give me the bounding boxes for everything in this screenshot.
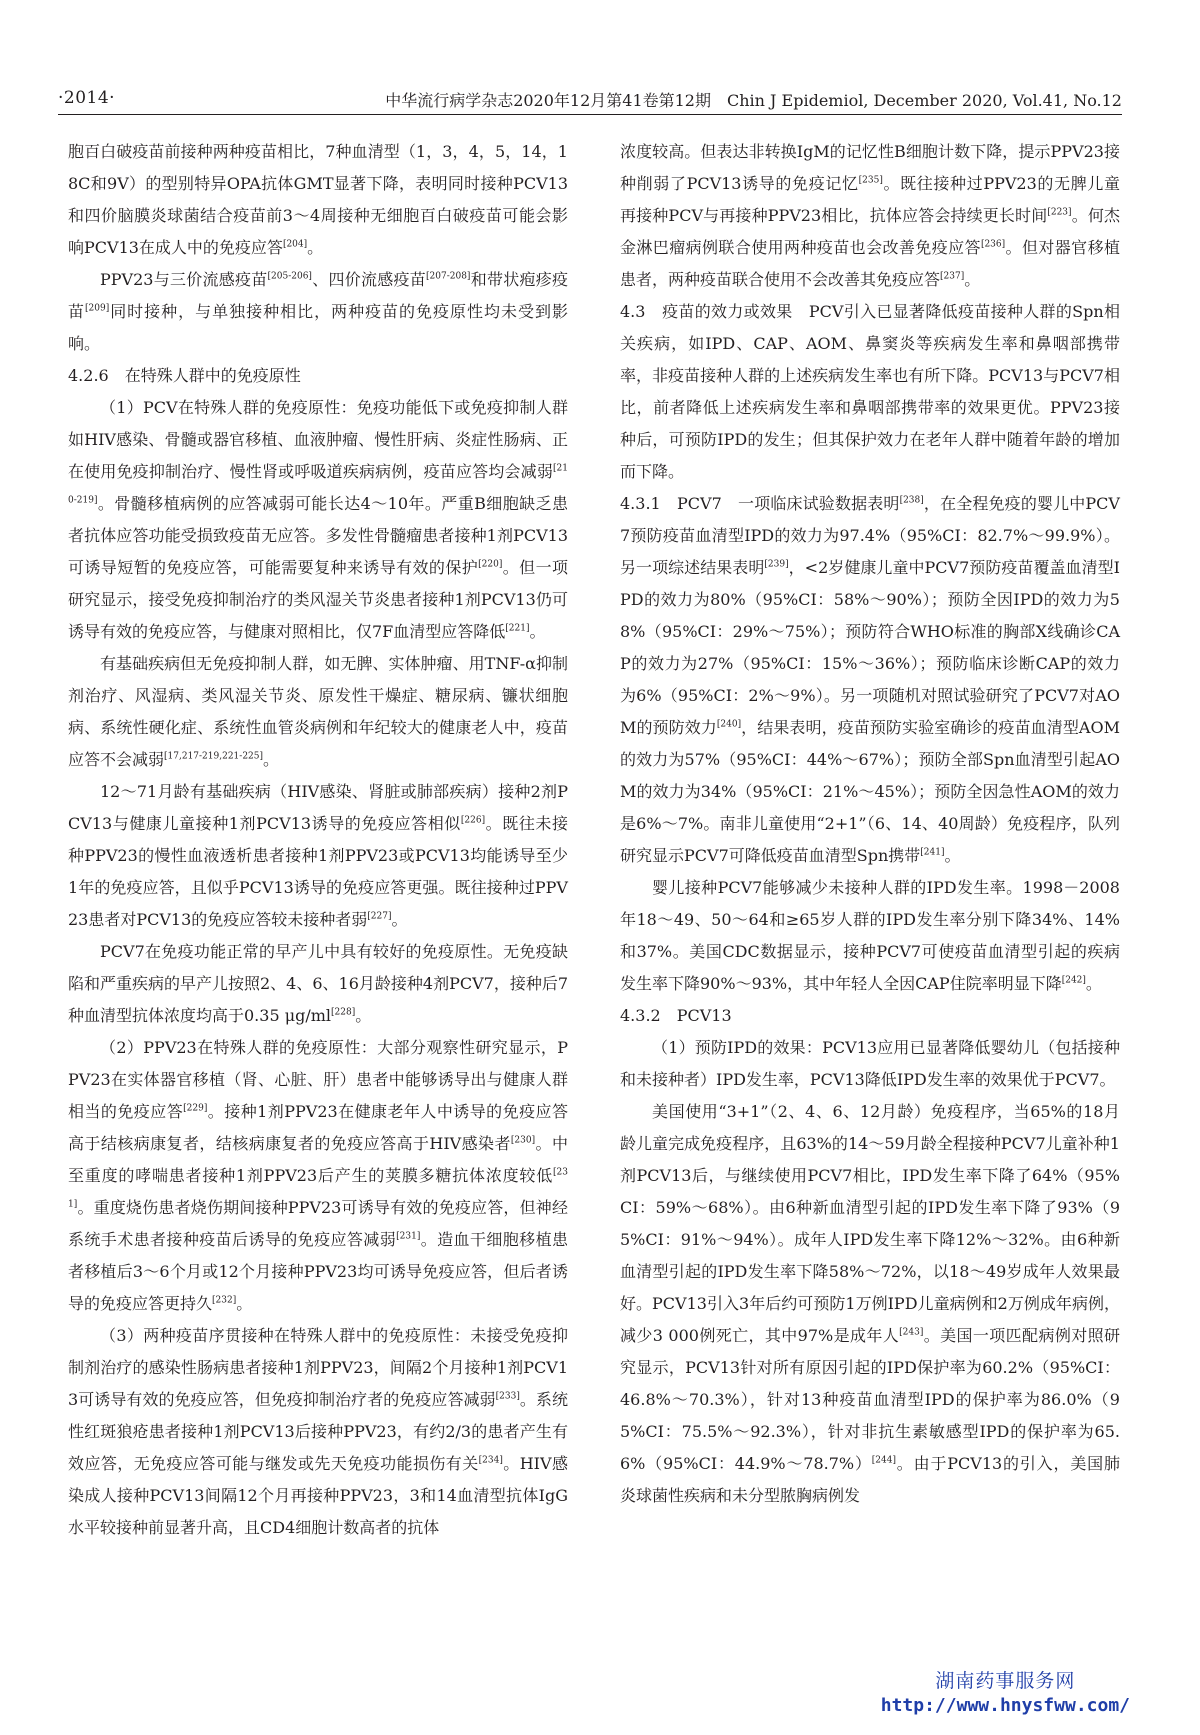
paragraph: 12～71月龄有基础疾病（HIV感染、肾脏或肺部疾病）接种2剂PCV13与健康儿童接种1剂PCV13诱导的免疫应答相似[226]。既往未接种PPV23的慢性血液透析患者接种1剂PPV23或PCV13均能诱导至少1年的免疫应答，且似乎PCV13诱导的免疫应答更强。既往接种过PPV23患者对PCV13的免疫应答较未接种者弱[227]。 bbox=[68, 782, 568, 929]
citation: [221] bbox=[505, 623, 530, 634]
paragraph: 4.3 疫苗的效力或效果 PCV引入已显著降低疫苗接种人群的Spn相关疾病，如IPD、CAP、AOM、鼻窦炎等疾病发生率和鼻咽部携带率，非疫苗接种人群的上述疾病发生率也有所下降。PCV13与PCV7相比，前者降低上述疾病发生率和鼻咽部携带率的效果更优。PPV23接种后，可预防IPD的发生；但其保护效力在老年人群中随着年龄的增加而下降。 bbox=[620, 302, 1120, 481]
citation: [17,217-219,221-225] bbox=[164, 751, 264, 762]
citation: [231] bbox=[68, 1167, 568, 1210]
watermark-site-name: 湖南药事服务网 bbox=[935, 1670, 1076, 1692]
citation: [238] bbox=[899, 495, 924, 506]
citation: [205-206] bbox=[267, 271, 312, 282]
citation: [233] bbox=[495, 1391, 520, 1402]
citation: [240] bbox=[716, 719, 742, 730]
paragraph: 美国使用“3+1”（2、4、6、12月龄）免疫程序，当65%的18月龄儿童完成免疫程序，且63%的14～59月龄全程接种PCV7儿童补种1剂PCV13后，与继续使用PCV7相比，IPD发生率下降了64%（95%CI：59%～68%）。由6种新血清型引起的IPD发生率下降了93%（95%CI：91%～94%）。成年人IPD发生率下降12%～32%。由6种新血清型引起的IPD发生率下降58%～72%，以18～49岁成年人效果最好。PCV13引入3年后约可预防1万例IPD儿童病例和2万例成年病例，减少3 000例死亡，其中97%是成年人[243]。美国一项匹配病例对照研究显示，PCV13针对所有原因引起的IPD保护率为60.2%（95%CI：46.8%～70.3%），针对13种疫苗血清型IPD的保护率为86.0%（95%CI：75.5%～92.3%），针对非抗生素敏感型IPD的保护率为65.6%（95%CI：44.9%～78.7%）[244]。由于PCV13的引入，美国肺炎球菌性疾病和未分型脓胸病例发 bbox=[620, 1102, 1120, 1505]
citation: [243] bbox=[899, 1327, 924, 1338]
paragraph: 婴儿接种PCV7能够减少未接种人群的IPD发生率。1998－2008年18～49、50～64和≥65岁人群的IPD发生率分别下降34%、14%和37%。美国CDC数据显示，接种PCV7可使疫苗血清型引起的疾病发生率下降90%～93%，其中年轻人全因CAP住院率明显下降[242]。 bbox=[620, 878, 1120, 993]
citation: [239] bbox=[764, 559, 789, 570]
citation: [220] bbox=[478, 559, 503, 570]
citation: [244] bbox=[871, 1455, 896, 1466]
citation: [231] bbox=[396, 1231, 421, 1242]
paragraph: 有基础疾病但无免疫抑制人群，如无脾、实体肿瘤、用TNF-α抑制剂治疗、风湿病、类风湿关节炎、原发性干燥症、糖尿病、镰状细胞病、系统性硬化症、系统性血管炎病例和年纪较大的健康老人中，疫苗应答不会减弱[17,217-219,221-225]。 bbox=[68, 654, 568, 769]
citation: [209] bbox=[85, 303, 110, 314]
citation: [230] bbox=[510, 1135, 536, 1146]
right-column bbox=[620, 136, 1120, 1512]
section-heading: 4.2.6 在特殊人群中的免疫原性 bbox=[68, 366, 301, 385]
citation: [223] bbox=[1047, 207, 1072, 218]
citation: [207-208] bbox=[426, 271, 471, 282]
paragraph: （1）PCV在特殊人群的免疫原性：免疫功能低下或免疫抑制人群如HIV感染、骨髓或器官移植、血液肿瘤、慢性肝病、炎症性肠病、正在使用免疫抑制治疗、慢性肾或呼吸道疾病病例，疫苗应答均会减弱[210-219]。骨髓移植病例的应答减弱可能长达4～10年。严重B细胞缺乏患者抗体应答功能受损致疫苗无应答。多发性骨髓瘤患者接种1剂PCV13可诱导短暂的免疫应答，可能需要复种来诱导有效的保护[220]。但一项研究显示，接受免疫抑制治疗的类风湿关节炎患者接种1剂PCV13仍可诱导有效的免疫应答，与健康对照相比，仅7F血清型应答降低[221]。 bbox=[68, 398, 568, 641]
citation: [204] bbox=[282, 239, 308, 250]
citation: [227] bbox=[367, 911, 392, 922]
citation: [210-219] bbox=[68, 463, 568, 506]
citation: [236] bbox=[980, 239, 1006, 250]
citation: [226] bbox=[460, 815, 486, 826]
journal-title: 中华流行病学杂志2020年12月第41卷第12期 Chin J Epidemiol, December 2020, Vol.41, No.12 bbox=[385, 91, 1122, 110]
citation: [237] bbox=[940, 271, 965, 282]
paragraph: （2）PPV23在特殊人群的免疫原性：大部分观察性研究显示，PPV23在实体器官移植（肾、心脏、肝）患者中能够诱导出与健康人群相当的免疫应答[229]。接种1剂PPV23在健康老年人中诱导的免疫应答高于结核病康复者，结核病康复者的免疫应答高于HIV感染者[230]。中至重度的哮喘患者接种1剂PPV23后产生的荚膜多糖抗体浓度较低[231]。重度烧伤患者烧伤期间接种PPV23可诱导有效的免疫应答，但神经系统手术患者接种疫苗后诱导的免疫应答减弱[231]。造血干细胞移植患者移植后3～6个月或12个月接种PPV23均可诱导免疫应答，但后者诱导的免疫应答更持久[232]。 bbox=[68, 1038, 568, 1313]
watermark-url[interactable]: http://www.hnysfww.com/ bbox=[880, 1695, 1130, 1716]
section-heading: 4.3.2 PCV13 bbox=[620, 1006, 732, 1025]
running-header bbox=[58, 88, 1122, 115]
left-column bbox=[68, 136, 568, 1544]
paragraph: PPV23与三价流感疫苗[205-206]、四价流感疫苗[207-208]和带状疱疹疫苗[209]同时接种，与单独接种相比，两种疫苗的免疫原性均未受到影响。 bbox=[68, 270, 568, 353]
page-number: ·2014· bbox=[58, 88, 116, 108]
citation: [228] bbox=[331, 1007, 356, 1018]
citation: [235] bbox=[858, 175, 883, 186]
citation: [241] bbox=[920, 847, 945, 858]
paragraph: PCV7在免疫功能正常的早产儿中具有较好的免疫原性。无免疫缺陷和严重疾病的早产儿按照2、4、6、16月龄接种4剂PCV7，接种后7种血清型抗体浓度均高于0.35 μg/ml[228]。 bbox=[68, 942, 569, 1025]
citation: [232] bbox=[212, 1295, 237, 1306]
paragraph: 胞百白破疫苗前接种两种疫苗相比，7种血清型（1，3，4，5，14，18C和9V）的型别特异OPA抗体GMT显著下降，表明同时接种PCV13和四价脑膜炎球菌结合疫苗前3～4周接种无细胞百白破疫苗可能会影响PCV13在成人中的免疫应答[204]。 bbox=[68, 142, 568, 257]
paragraph: 4.3.1 PCV7 一项临床试验数据表明[238]，在全程免疫的婴儿中PCV7预防疫苗血清型IPD的效力为97.4%（95%CI：82.7%～99.9%）。另一项综述结果表明[239]，<2岁健康儿童中PCV7预防疫苗覆盖血清型IPD的效力为80%（95%CI：58%～90%）；预防全因IPD的效力为58%（95%CI：29%～75%）；预防符合WHO标准的胸部X线确诊CAP的效力为27%（95%CI：15%～36%）；预防临床诊断CAP的效力为6%（95%CI：2%～9%）。另一项随机对照试验研究了PCV7对AOM的预防效力[240]，结果表明，疫苗预防实验室确诊的疫苗血清型AOM的效力为57%（95%CI：44%～67%）；预防全部Spn血清型引起AOM的效力为34%（95%CI：21%～45%）；预防全因急性AOM的效力是6%～7%。南非儿童使用“2+1”（6、14、40周龄）免疫程序，队列研究显示PCV7可降低疫苗血清型Spn携带[241]。 bbox=[620, 494, 1120, 865]
paragraph: 浓度较高。但表达非转换IgM的记忆性B细胞计数下降，提示PPV23接种削弱了PCV13诱导的免疫记忆[235]。既往接种过PPV23的无脾儿童再接种PCV与再接种PPV23相比，抗体应答会持续更长时间[223]。何杰金淋巴瘤病例联合使用两种疫苗也会改善免疫应答[236]。但对器官移植患者，两种疫苗联合使用不会改善其免疫应答[237]。 bbox=[620, 142, 1120, 289]
citation: [234] bbox=[478, 1455, 503, 1466]
citation: [242] bbox=[1061, 975, 1086, 986]
paragraph: （1）预防IPD的效果：PCV13应用已显著降低婴幼儿（包括接种和未接种者）IPD发生率，PCV13降低IPD发生率的效果优于PCV7。 bbox=[620, 1038, 1120, 1089]
citation: [229] bbox=[183, 1103, 208, 1114]
paragraph: （3）两种疫苗序贯接种在特殊人群中的免疫原性：未接受免疫抑制剂治疗的感染性肠病患者接种1剂PPV23，间隔2个月接种1剂PCV13可诱导有效的免疫应答，但免疫抑制治疗者的免疫应答减弱[233]。系统性红斑狼疮患者接种1剂PCV13后接种PPV23，有约2/3的患者产生有效应答，无免疫应答可能与继发或先天免疫功能损伤有关[234]。HIV感染成人接种PCV13间隔12个月再接种PPV23，3和14血清型抗体IgG水平较接种前显著升高，且CD4细胞计数高者的抗体 bbox=[68, 1326, 568, 1537]
watermark bbox=[881, 1668, 1130, 1718]
